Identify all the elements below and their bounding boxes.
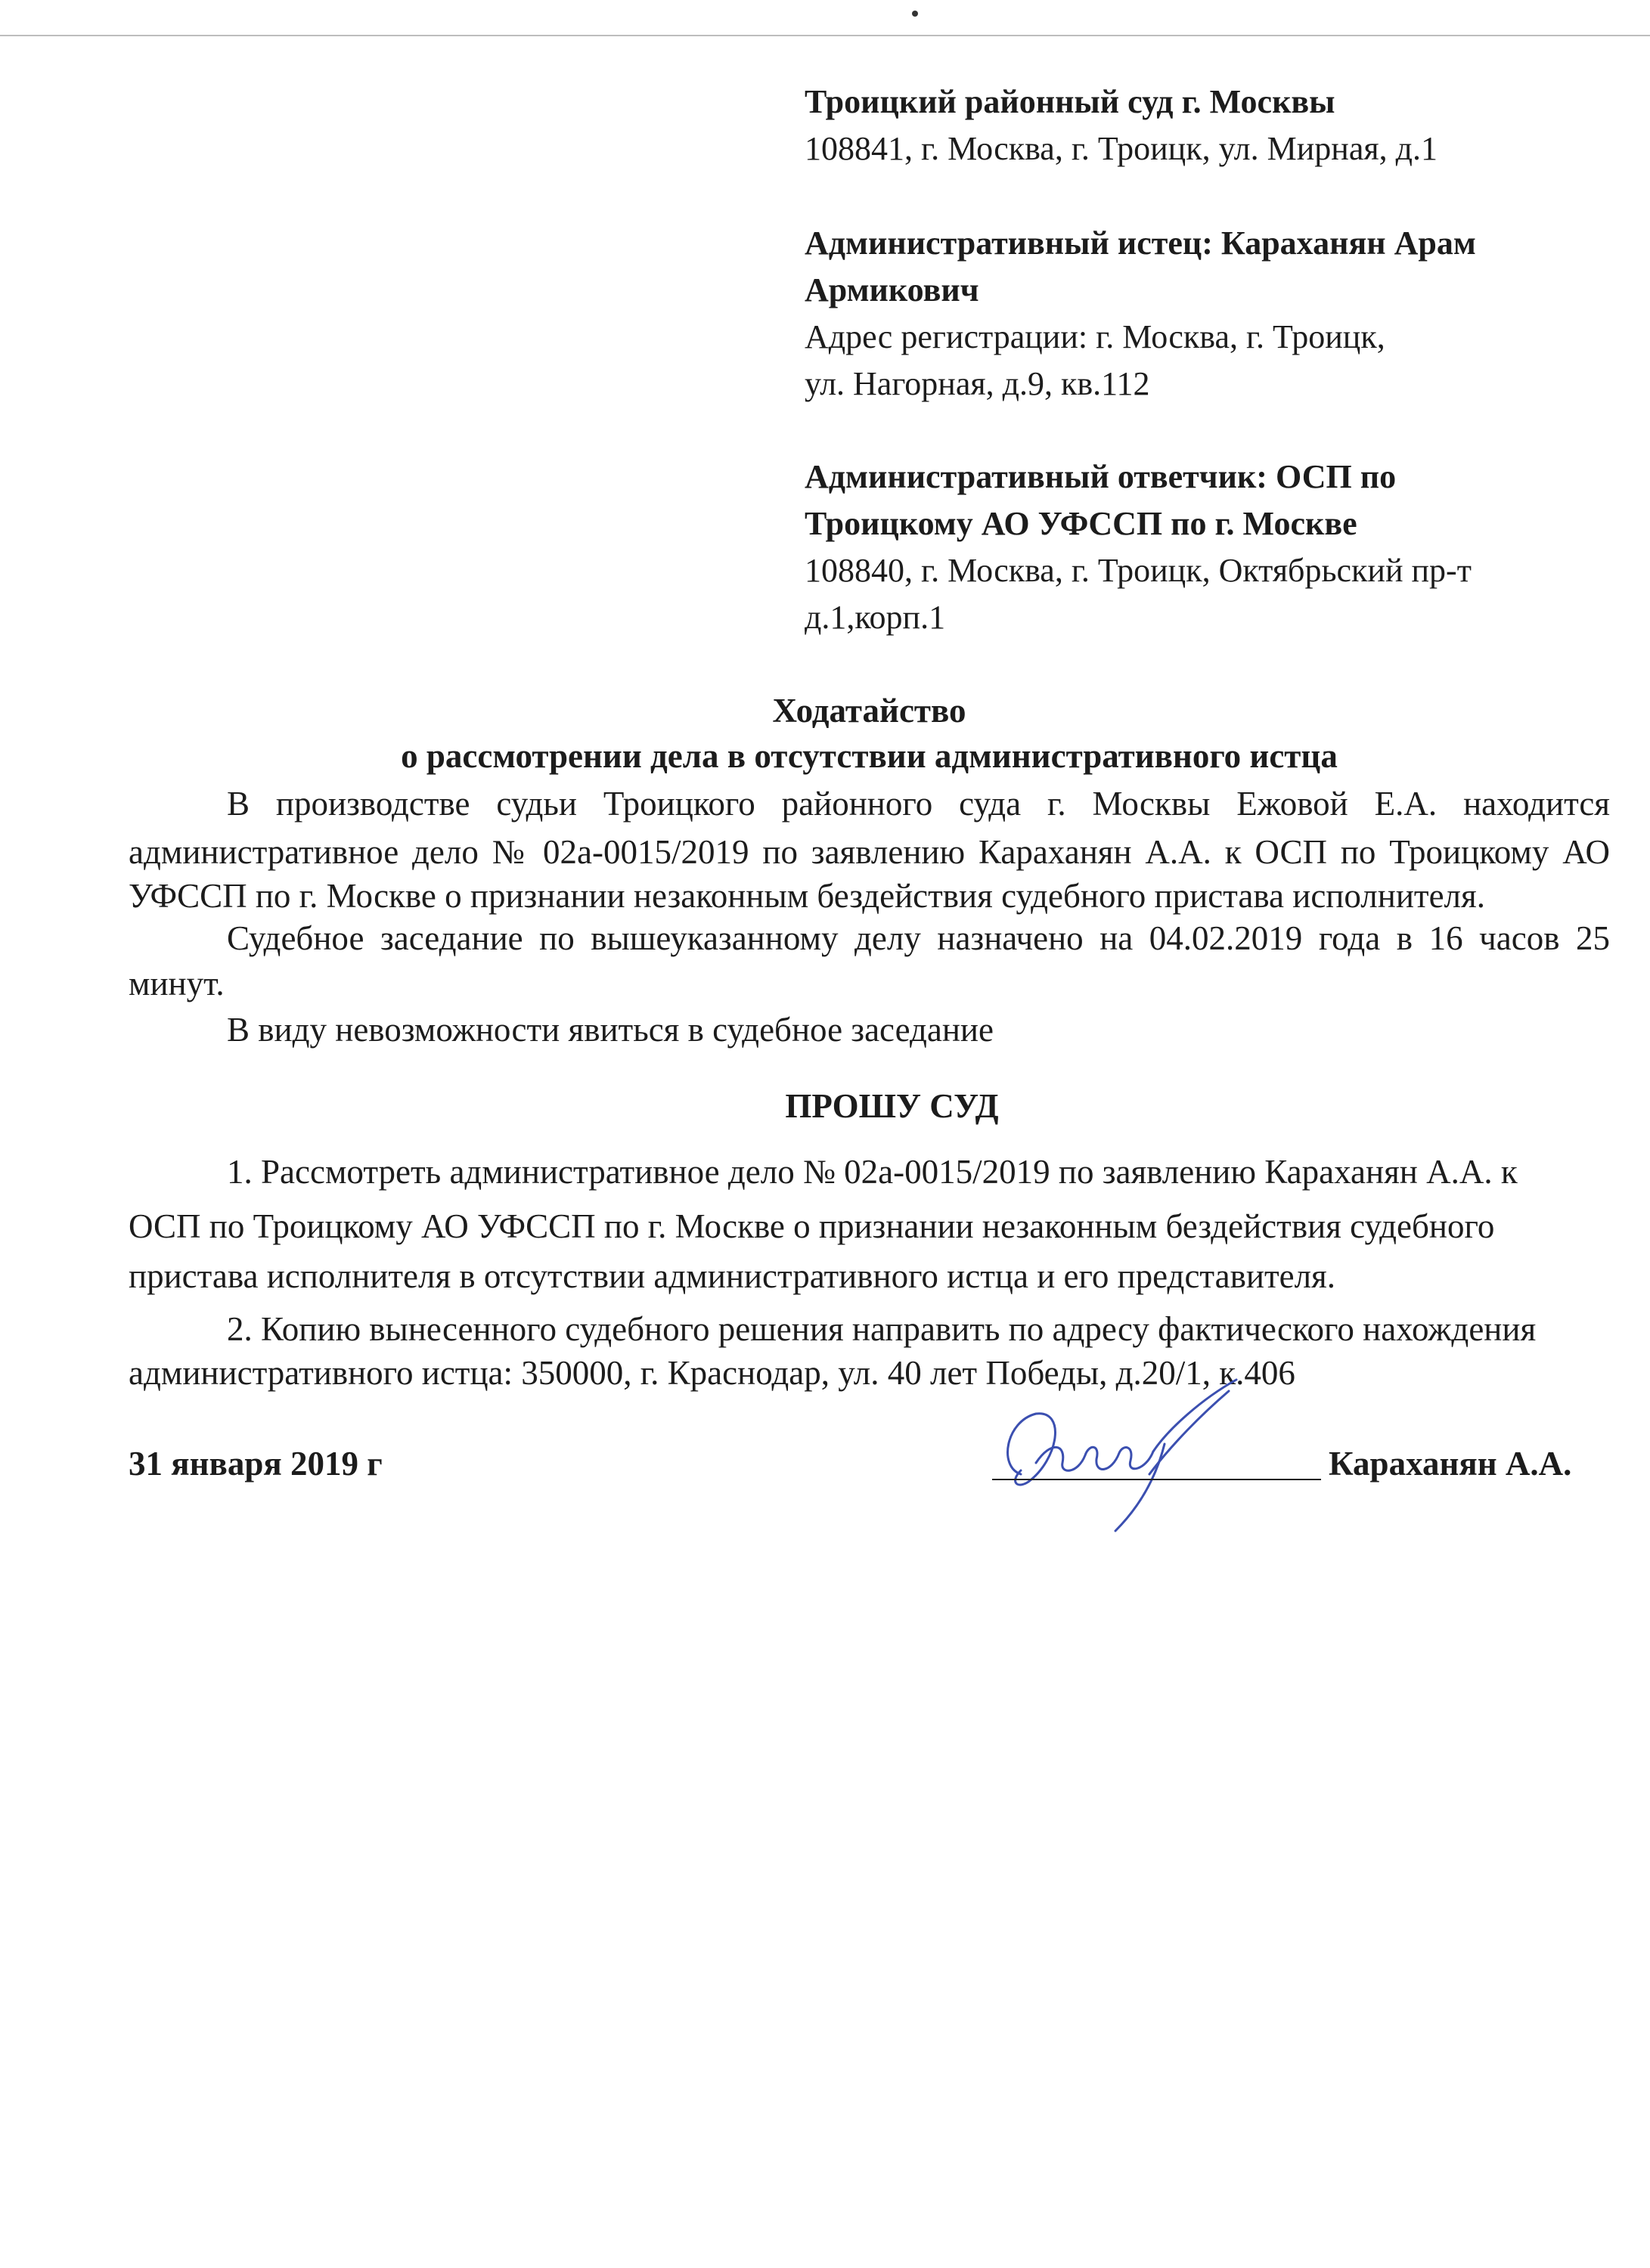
paragraph-2-line: минут. <box>129 965 225 1002</box>
plaintiff-block <box>805 220 1621 407</box>
signatory-name: Караханян А.А. <box>1329 1445 1572 1483</box>
defendant-block <box>805 454 1621 641</box>
defendant-address-1: 108840, г. Москва, г. Троицк, Октябрьский пр-т <box>805 552 1472 589</box>
handwritten-signature <box>975 1368 1278 1535</box>
request-item-1-line: 1. Рассмотреть административное дело № 02а-0015/2019 по заявлению Караханян А.А. к <box>227 1153 1518 1191</box>
signature-line <box>992 1479 1321 1480</box>
plaintiff-address-1: Адрес регистрации: г. Москва, г. Троицк, <box>805 318 1385 355</box>
paragraph-1-line: УФССП по г. Москве о признании незаконным бездействия судебного пристава исполнителя. <box>129 877 1485 915</box>
plaintiff-address-2: ул. Нагорная, д.9, кв.112 <box>805 365 1150 402</box>
paragraph-1-line: В производстве судьи Троицкого районного суда г. Москвы Ежовой Е.А. находится <box>227 785 1610 823</box>
defendant-label-1: Административный ответчик: ОСП по <box>805 458 1397 495</box>
defendant-label-2: Троицкому АО УФССП по г. Москве <box>805 505 1357 542</box>
request-item-1-line: ОСП по Троицкому АО УФССП по г. Москве о признании незаконным бездействия судебного <box>129 1207 1495 1245</box>
scan-dot <box>912 11 918 17</box>
document-title: Ходатайство <box>772 692 966 730</box>
document-subtitle: о рассмотрении дела в отсутствии административного истца <box>401 737 1338 775</box>
plaintiff-label-2: Армикович <box>805 271 979 308</box>
paragraph-2-line: Судебное заседание по вышеуказанному делу назначено на 04.02.2019 года в 16 часов 25 <box>227 919 1610 957</box>
request-item-2-line: административного истца: 350000, г. Краснодар, ул. 40 лет Победы, д.20/1, к.406 <box>129 1354 1295 1392</box>
court-address: 108841, г. Москва, г. Троицк, ул. Мирная, д.1 <box>805 130 1438 167</box>
request-heading: ПРОШУ СУД <box>785 1087 999 1125</box>
paragraph-3: В виду невозможности явиться в судебное заседание <box>227 1011 994 1049</box>
addressee-block <box>805 79 1621 172</box>
request-item-1-line: пристава исполнителя в отсутствии административного истца и его представителя. <box>129 1257 1335 1295</box>
plaintiff-label-1: Административный истец: Караханян Арам <box>805 225 1476 262</box>
scan-edge-line <box>0 35 1650 36</box>
paragraph-1-line: административное дело № 02а-0015/2019 по заявлению Караханян А.А. к ОСП по Троицкому АО <box>129 833 1610 871</box>
request-item-2-line: 2. Копию вынесенного судебного решения направить по адресу фактического нахождения <box>227 1310 1537 1348</box>
court-name: Троицкий районный суд г. Москвы <box>805 83 1335 120</box>
document-date: 31 января 2019 г <box>129 1445 383 1483</box>
defendant-address-2: д.1,корп.1 <box>805 599 946 636</box>
